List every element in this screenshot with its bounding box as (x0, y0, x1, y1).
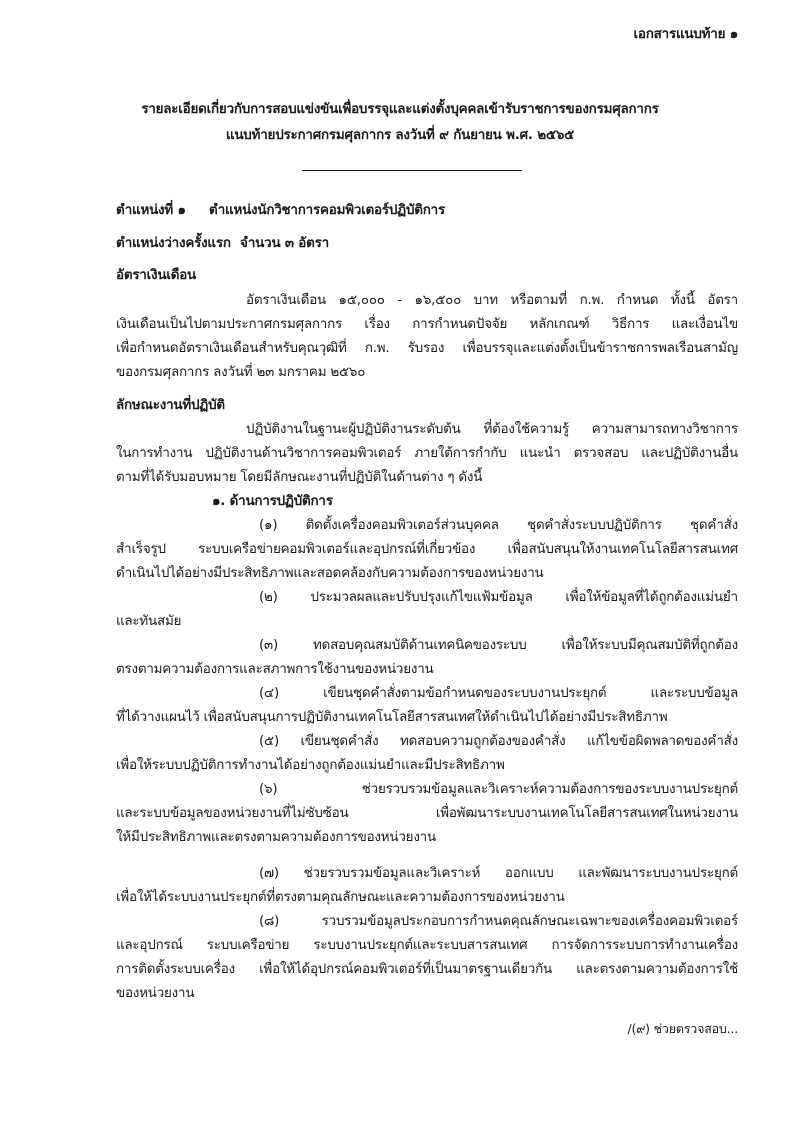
duty-item-5-line: เพื่อให้ระบบปฏิบัติการทำงานได้อย่างถูกต้องแม่นยำและมีประสิทธิภาพ (116, 758, 505, 773)
duty-item-8-line: ของหน่วยงาน (116, 986, 195, 1001)
duty-item-1-line: สำเร็จรูป ระบบเครือข่ายคอมพิวเตอร์และอุปกรณ์ที่เกี่ยวข้อง เพื่อสนับสนุนให้งานเทคโนโลยีสารสนเทศ (116, 542, 738, 557)
section-title: ๑. ด้านการปฏิบัติการ (212, 494, 333, 509)
duties-heading: ลักษณะงานที่ปฏิบัติ (116, 398, 225, 413)
duties-intro-line: ตามที่ได้รับมอบหมาย โดยมีลักษณะงานที่ปฏิบัติในด้านต่าง ๆ ดังนี้ (116, 470, 483, 485)
duty-item-4-line: ที่ได้วางแผนไว้ เพื่อสนับสนุนการปฏิบัติงานเทคโนโลยีสารสนเทศให้ดำเนินไปได้อย่างมีประสิทธิภาพ (116, 710, 668, 725)
document-title-line2: แนบท้ายประกาศกรมศุลกากร ลงวันที่ ๙ กันยายน พ.ศ. ๒๕๖๕ (225, 128, 575, 143)
duty-item-1-line: ดำเนินไปได้อย่างมีประสิทธิภาพและสอดคล้องกับความต้องการของหน่วยงาน (116, 566, 544, 581)
vacancy-count: จำนวน ๓ อัตรา (240, 236, 329, 251)
salary-line: เพื่อกำหนดอัตราเงินเดือนสำหรับคุณวุฒิที่ ก.พ. รับรอง เพื่อบรรจุและแต่งตั้งเป็นข้าราชการพลเรือนสามัญ (116, 341, 738, 356)
duty-item-6-line: (๖) ช่วยรวบรวมข้อมูลและวิเคราะห์ความต้องการของระบบงานประยุกต์ (259, 782, 738, 797)
attachment-label: เอกสารแนบท้าย ๑ (633, 27, 738, 42)
position-name: ตำแหน่งนักวิชาการคอมพิวเตอร์ปฏิบัติการ (209, 203, 445, 218)
duty-item-3-line: (๓) ทดสอบคุณสมบัติด้านเทคนิคของระบบ เพื่อให้ระบบมีคุณสมบัติที่ถูกต้อง (259, 638, 738, 653)
duties-intro-line: ปฏิบัติงานในฐานะผู้ปฏิบัติงานระดับต้น ที่ต้องใช้ความรู้ ความสามารถทางวิชาการ (246, 422, 738, 437)
position-label: ตำแหน่งที่ ๑ (116, 203, 186, 218)
salary-line: อัตราเงินเดือน ๑๕,๐๐๐ - ๑๖,๕๐๐ บาท หรือตามที่ ก.พ. กำหนด ทั้งนี้ อัตรา (246, 293, 738, 308)
salary-heading: อัตราเงินเดือน (116, 268, 196, 283)
continuation-note: /(๙) ช่วยตรวจสอบ... (627, 1021, 738, 1036)
duty-item-6-line: และระบบข้อมูลของหน่วยงานที่ไม่ซับซ้อน เพื่อพัฒนาระบบงานเทคโนโลยีสารสนเทศในหน่วยงาน (116, 806, 738, 821)
duty-item-8-line: และอุปกรณ์ ระบบเครือข่าย ระบบงานประยุกต์และระบบสารสนเทศ การจัดการระบบการทำงานเครื่อง (116, 938, 738, 953)
salary-line: เงินเดือนเป็นไปตามประกาศกรมศุลกากร เรื่อง การกำหนดปัจจัย หลักเกณฑ์ วิธีการ และเงื่อนไข (116, 317, 738, 332)
duty-item-8-line: (๘) รวบรวมข้อมูลประกอบการกำหนดคุณลักษณะเฉพาะของเครื่องคอมพิวเตอร์ (259, 914, 738, 929)
duty-item-6-line: ให้มีประสิทธิภาพและตรงตามความต้องการของหน่วยงาน (116, 830, 436, 845)
duty-item-8-line: การติดตั้งระบบเครื่อง เพื่อให้ได้อุปกรณ์คอมพิวเตอร์ที่เป็นมาตรฐานเดียวกัน และตรงตามความต้องการใช้ (116, 962, 738, 977)
title-divider (302, 170, 522, 171)
duties-intro-line: ในการทำงาน ปฏิบัติงานด้านวิชาการคอมพิวเตอร์ ภายใต้การกำกับ แนะนำ ตรวจสอบ และปฏิบัติงานอื่น (116, 446, 738, 461)
duty-item-2-line: และทันสมัย (116, 614, 182, 629)
duty-item-7-line: (๗) ช่วยรวบรวมข้อมูลและวิเคราะห์ ออกแบบ และพัฒนาระบบงานประยุกต์ (259, 866, 738, 881)
vacancy-label: ตำแหน่งว่างครั้งแรก (116, 236, 231, 251)
duty-item-2-line: (๒) ประมวลผลและปรับปรุงแก้ไขแฟ้มข้อมูล เพื่อให้ข้อมูลที่ได้ถูกต้องแม่นยำ (259, 590, 738, 605)
salary-line: ของกรมศุลกากร ลงวันที่ ๒๓ มกราคม ๒๕๖๐ (116, 365, 366, 380)
duty-item-1-line: (๑) ติดตั้งเครื่องคอมพิวเตอร์ส่วนบุคคล ชุดคำสั่งระบบปฏิบัติการ ชุดคำสั่ง (259, 518, 738, 533)
duty-item-7-line: เพื่อให้ได้ระบบงานประยุกต์ที่ตรงตามคุณลักษณะและความต้องการของหน่วยงาน (116, 890, 565, 905)
duty-item-5-line: (๕) เขียนชุดคำสั่ง ทดสอบความถูกต้องของคำสั่ง แก้ไขข้อผิดพลาดของคำสั่ง (259, 734, 738, 749)
duty-item-4-line: (๔) เขียนชุดคำสั่งตามข้อกำหนดของระบบงานประยุกต์ และระบบข้อมูล (259, 686, 738, 701)
duty-item-3-line: ตรงตามความต้องการและสภาพการใช้งานของหน่วยงาน (116, 662, 434, 677)
document-title-line1: รายละเอียดเกี่ยวกับการสอบแข่งขันเพื่อบรรจุและแต่งตั้งบุคคลเข้ารับราชการของกรมศุลกากร (141, 102, 659, 117)
